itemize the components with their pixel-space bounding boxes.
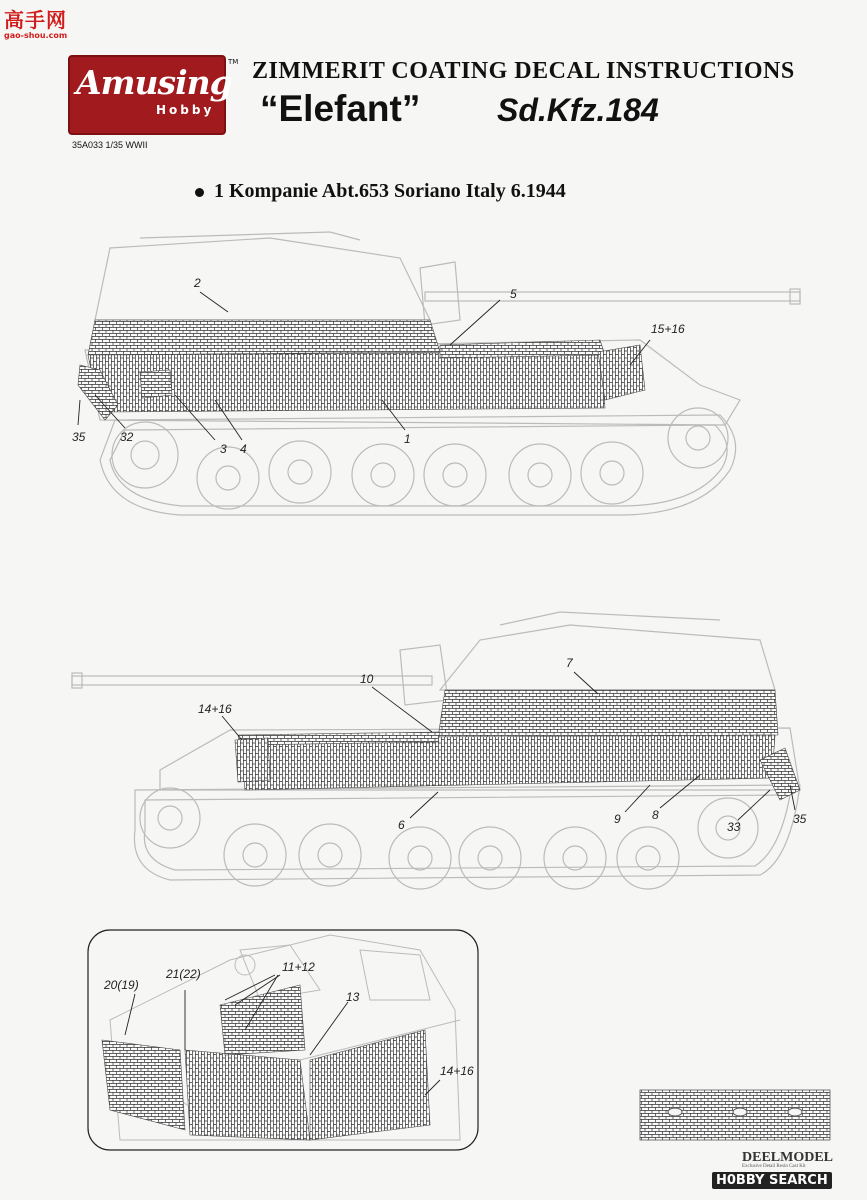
logo-word2: Hobby bbox=[156, 103, 215, 117]
document-title: ZIMMERIT COATING DECAL INSTRUCTIONS bbox=[252, 58, 795, 84]
decal-area-20-19 bbox=[102, 1040, 185, 1130]
watermark-chars: 高手网 bbox=[4, 8, 67, 32]
callout-label: 4 bbox=[240, 442, 247, 456]
callout-label: 14+16 bbox=[198, 702, 232, 716]
unit-text: 1 Kompanie Abt.653 Soriano Italy 6.1944 bbox=[214, 180, 566, 202]
callout-label: 1 bbox=[404, 432, 411, 446]
decal-area-15-16 bbox=[598, 345, 645, 400]
callout-label: 8 bbox=[652, 808, 659, 822]
callout-label: 21(22) bbox=[166, 967, 201, 981]
decal-area-11-12 bbox=[220, 985, 305, 1055]
callout-label: 9 bbox=[614, 812, 621, 826]
callout-label: 3 bbox=[220, 442, 227, 456]
callout-label: 35 bbox=[72, 430, 86, 444]
decal-area-3 bbox=[140, 370, 172, 398]
vehicle-designation: Sd.Kfz.184 bbox=[497, 92, 659, 128]
decal-area-14-16 bbox=[235, 738, 270, 782]
detail-zimmerit-decals bbox=[102, 985, 430, 1140]
callout-label: 5 bbox=[510, 287, 517, 301]
watermark-url: gao-shou.com bbox=[4, 31, 68, 40]
hobbysearch-watermark: H0BBY SEARCH bbox=[712, 1172, 832, 1189]
top-zimmerit-decals bbox=[78, 320, 645, 420]
vehicle-name: “Elefant” bbox=[260, 88, 421, 129]
deelmodel-tagline: Exclusive Detail Resin Cast Kit bbox=[742, 1164, 806, 1169]
deelmodel-logo bbox=[742, 1150, 833, 1169]
callout-label: 20(19) bbox=[104, 978, 139, 992]
decal-area-13 bbox=[310, 1030, 430, 1140]
decal-area-7 bbox=[438, 690, 778, 738]
callout-label: 11+12 bbox=[282, 960, 315, 974]
callout-label: 35 bbox=[793, 812, 807, 826]
decal-area-2 bbox=[88, 320, 440, 355]
callout-label: 15+16 bbox=[651, 322, 685, 336]
callout-label: 7 bbox=[566, 656, 573, 670]
product-code: 35A033 1/35 WWII bbox=[72, 140, 148, 150]
callout-label: 32 bbox=[120, 430, 134, 444]
callout-label: 6 bbox=[398, 818, 405, 832]
callout-label: 10 bbox=[360, 672, 374, 686]
decal-area-21-22 bbox=[185, 1050, 310, 1140]
trademark-mark: TM bbox=[228, 58, 239, 66]
callout-label: 13 bbox=[346, 990, 360, 1004]
sample-decal-strip bbox=[640, 1090, 830, 1140]
callout-label: 14+16 bbox=[440, 1064, 474, 1078]
logo-word: Amusing bbox=[76, 63, 232, 102]
deelmodel-name: DEELMODEL bbox=[742, 1150, 834, 1165]
callout-label: 33 bbox=[727, 820, 741, 834]
middle-zimmerit-decals bbox=[235, 690, 800, 800]
callout-label: 2 bbox=[194, 276, 201, 290]
